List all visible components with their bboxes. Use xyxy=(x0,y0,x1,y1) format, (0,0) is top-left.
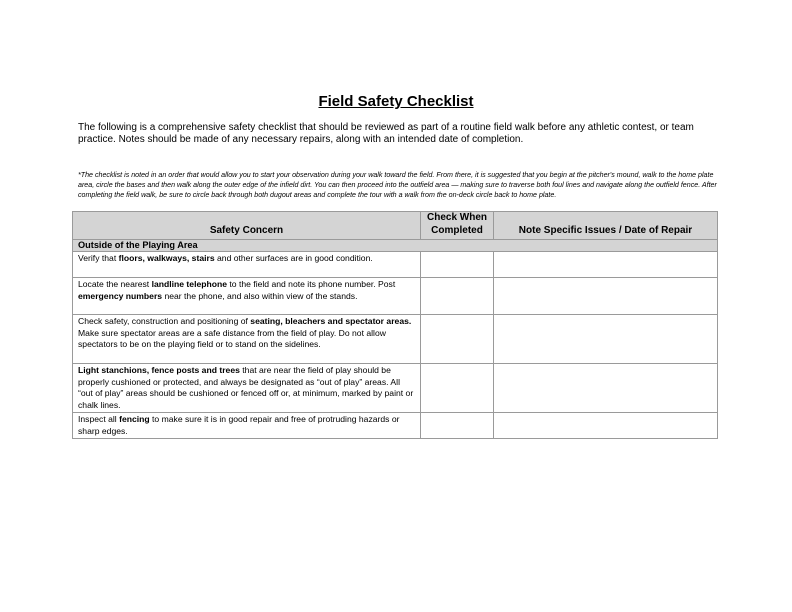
table-row xyxy=(73,364,718,413)
concern-cell: Check safety, construction and positioning of seating, bleachers and spectator areas. Make sure spectator areas are a safe distance from the field of play. Do not allow spectators to be on the playing field or to stand on the sidelines. xyxy=(73,315,421,364)
notes-cell[interactable] xyxy=(494,252,718,278)
concern-cell: Locate the nearest landline telephone to the field and note its phone number. Post emergency numbers near the phone, and also within view of the stands. xyxy=(73,278,421,315)
concern-cell: Verify that floors, walkways, stairs and other surfaces are in good condition. xyxy=(73,252,421,278)
concern-cell: Inspect all fencing to make sure it is in good repair and free of protruding hazards or sharp edges. xyxy=(73,413,421,439)
notes-cell[interactable] xyxy=(494,315,718,364)
notes-cell[interactable] xyxy=(494,278,718,315)
header-notes-date-of-repair: Note Specific Issues / Date of Repair xyxy=(494,212,718,240)
page-title: Field Safety Checklist xyxy=(318,93,474,110)
header-safety-concern: Safety Concern xyxy=(73,212,421,240)
check-cell[interactable] xyxy=(421,278,494,315)
check-cell[interactable] xyxy=(421,364,494,413)
section-row xyxy=(73,240,718,252)
notes-cell[interactable] xyxy=(494,364,718,413)
table-row xyxy=(73,413,718,439)
concern-cell: Light stanchions, fence posts and trees that are near the field of play should be properly cushioned or protected, and always be designated as “out of play” areas. All “out of play” areas should be cushioned or fenced off or, at minimum, marked by paint or chalk lines. xyxy=(73,364,421,413)
notes-cell[interactable] xyxy=(494,413,718,439)
check-cell[interactable] xyxy=(421,315,494,364)
table-row xyxy=(73,315,718,364)
intro-paragraph: The following is a comprehensive safety checklist that should be reviewed as part of a routine field walk before any athletic contest, or team practice. Notes should be made of any necessary repairs, along with an intended date of completion. xyxy=(78,122,694,145)
section-title: Outside of the Playing Area xyxy=(73,240,718,252)
walk-order-note: *The checklist is noted in an order that would allow you to start your observation during your walk toward the field. From there, it is suggested that you begin at the pitcher's mound, walk to the home plate area, circle the bases and then walk along the outer edge of the infield dirt. You can then proceed into the outfield area — making sure to traverse both foul lines and navigate along the outfield fence. After completing the field walk, be sure to circle back through both dugout areas and complete the tour with a walk from the on-deck circle back to home plate. xyxy=(78,171,717,199)
header-check-when-completed: Check When Completed xyxy=(421,212,494,240)
safety-checklist-table xyxy=(72,211,718,439)
table-row xyxy=(73,252,718,278)
table-row xyxy=(73,278,718,315)
check-cell[interactable] xyxy=(421,413,494,439)
check-cell[interactable] xyxy=(421,252,494,278)
table-header-row xyxy=(73,212,718,240)
